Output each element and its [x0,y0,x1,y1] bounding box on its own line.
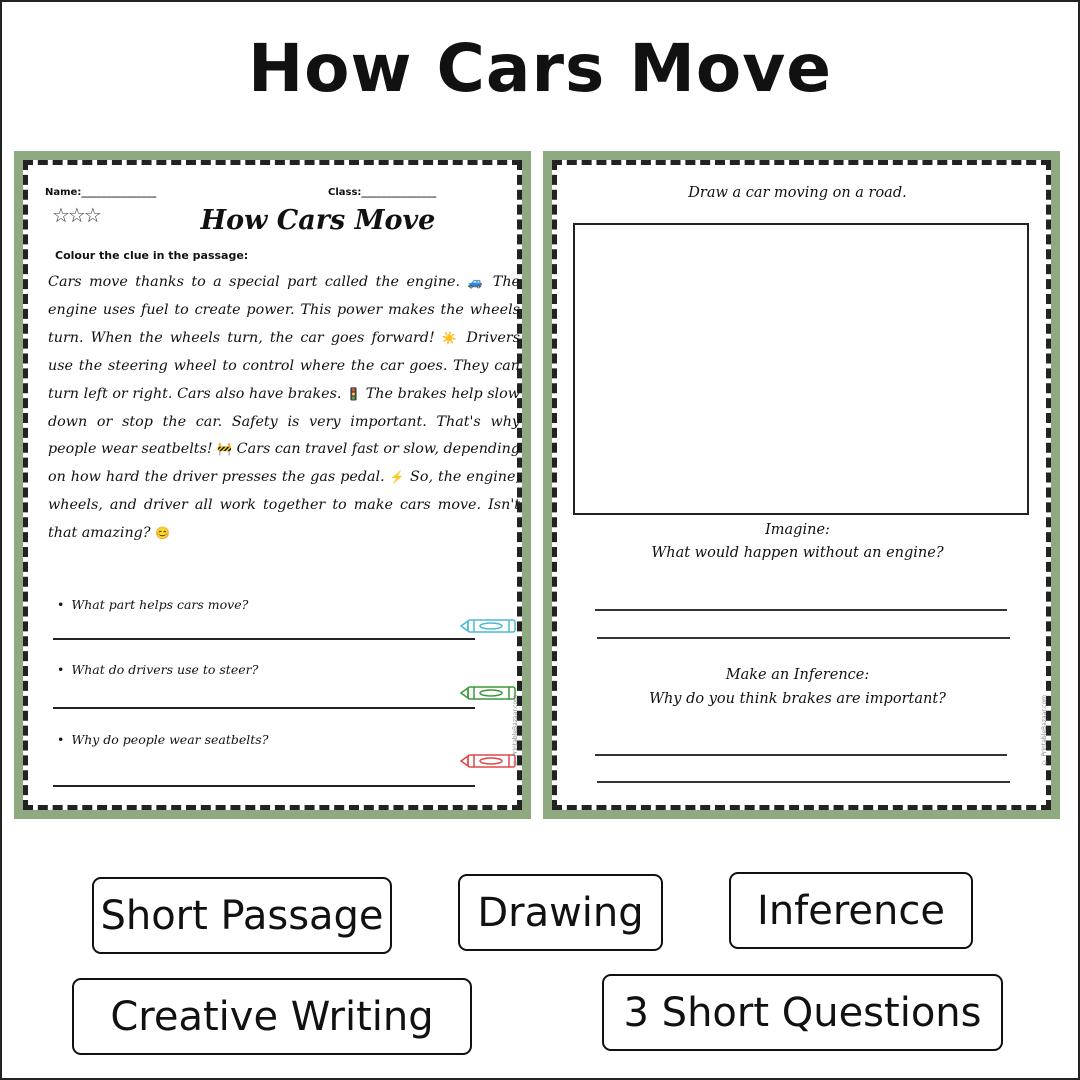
inference-question: Why do you think brakes are important? [649,691,946,707]
crayon-icon [460,617,518,635]
answer-line[interactable] [53,707,475,709]
passage-text: The brakes help slow down or stop the car. Safety is very important. That's why people wear seatbelts! [48,385,520,458]
class-field: Class:_______________ [328,187,437,198]
tag-drawing: Drawing [458,874,663,951]
passage-text: Drivers use the steering wheel to control where the car goes. They can turn left or right. Cars also have brakes. [48,329,520,402]
rating-stars-icon: ☆☆☆ [52,205,100,227]
question-1: • What part helps cars move? [57,597,248,612]
question-3: • Why do people wear seatbelts? [57,732,268,747]
watermark: © PrintableBazaar.com [1041,694,1048,765]
passage-text: The engine uses fuel to create power. This power makes the wheels turn. When the wheels turn, the car goes forward! [48,274,520,346]
traffic-light-icon: 🚦 [346,386,362,401]
worksheet-page [14,151,531,819]
crayon-icon [460,752,518,770]
draw-prompt: Draw a car moving on a road. [688,185,907,201]
worksheet-title: How Cars Move [200,205,436,236]
watermark: © PrintableBazaar.com [512,694,519,765]
tag-short-passage: Short Passage [92,877,392,954]
tag-inference: Inference [729,872,973,949]
smile-icon: 😊 [155,526,170,541]
main-title: How Cars Move [247,30,833,107]
imagine-question: What would happen without an engine? [651,545,944,561]
instruction-text: Colour the clue in the passage: [55,249,249,262]
writing-line[interactable] [597,781,1010,783]
crayon-icon [460,684,518,702]
answer-line[interactable] [53,785,475,787]
passage-text: Cars can travel fast or slow, depending on how hard the driver presses the gas pedal. [48,441,520,486]
imagine-heading: Imagine: [765,522,830,538]
writing-line[interactable] [597,637,1010,639]
construction-icon: 🚧 [217,442,233,457]
passage-text: So, the engine, wheels, and driver all work together to make cars move. Isn't that amazing? [48,469,520,542]
writing-line[interactable] [595,609,1007,611]
tag-short-questions: 3 Short Questions [602,974,1003,1051]
activity-page [543,151,1060,819]
lightning-icon: ⚡ [389,470,406,485]
question-2: • What do drivers use to steer? [57,662,258,677]
passage-text: Cars move thanks to a special part called the engine. [48,274,468,290]
worksheet-sheet [23,160,522,810]
drawing-box[interactable] [573,223,1029,515]
writing-line[interactable] [595,754,1007,756]
reading-passage [48,269,520,548]
sun-icon: ☀️ [441,330,460,345]
car-icon: 🚙 [467,275,486,289]
name-field: Name:_______________ [45,187,157,198]
tag-creative-writing: Creative Writing [72,978,472,1055]
activity-sheet [552,160,1051,810]
inference-heading: Make an Inference: [725,667,870,683]
answer-line[interactable] [53,638,475,640]
